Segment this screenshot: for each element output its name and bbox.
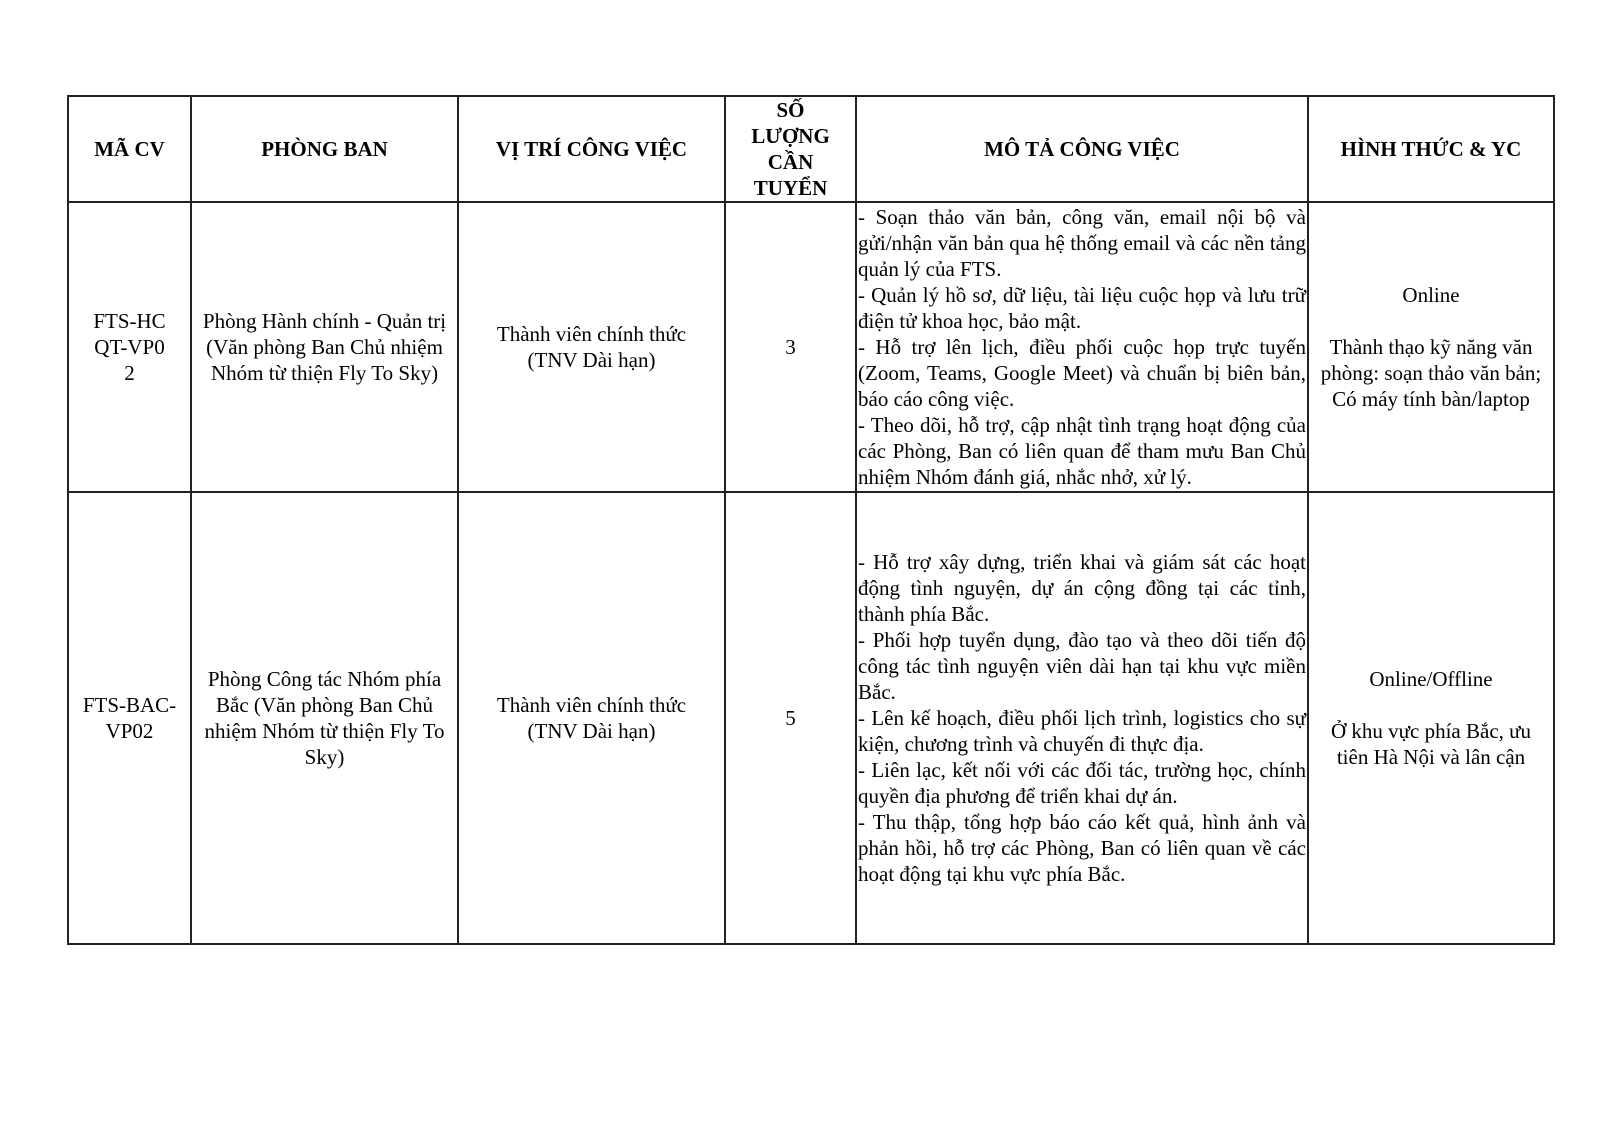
description-item: - Liên lạc, kết nối với các đối tác, trường học, chính quyền địa phương để triển khai dự án. <box>858 758 1306 808</box>
header-department: PHÒNG BAN <box>191 96 458 202</box>
description-item: - Hỗ trợ xây dựng, triển khai và giám sát các hoạt động tình nguyện, dự án cộng đồng tại các tỉnh, thành phía Bắc. <box>858 550 1306 626</box>
job-format: Online <box>1402 283 1460 307</box>
header-quantity: SỐ LƯỢNG CẦN TUYỂN <box>725 96 856 202</box>
job-position: Thành viên chính thức (TNV Dài hạn) <box>458 492 725 944</box>
job-position: Thành viên chính thức (TNV Dài hạn) <box>458 202 725 492</box>
description-item: - Hỗ trợ lên lịch, điều phối cuộc họp trực tuyến (Zoom, Teams, Google Meet) và chuẩn bị biên bản, báo cáo công việc. <box>858 335 1306 411</box>
description-item: - Thu thập, tổng hợp báo cáo kết quả, hình ảnh và phản hồi, hỗ trợ các Phòng, Ban có liên quan về các hoạt động tại khu vực phía Bắc. <box>858 810 1306 886</box>
table-row <box>68 202 1554 492</box>
description-item: - Theo dõi, hỗ trợ, cập nhật tình trạng hoạt động của các Phòng, Ban có liên quan để tham mưu Ban Chủ nhiệm Nhóm đánh giá, nhắc nhở, xử lý. <box>858 413 1306 489</box>
job-quantity: 3 <box>725 202 856 492</box>
spacer <box>1319 692 1543 718</box>
job-department: Phòng Hành chính - Quản trị (Văn phòng Ban Chủ nhiệm Nhóm từ thiện Fly To Sky) <box>191 202 458 492</box>
header-code: MÃ CV <box>68 96 191 202</box>
job-requirement: Thành thạo kỹ năng văn phòng: soạn thảo văn bản; Có máy tính bàn/laptop <box>1320 335 1542 411</box>
job-description <box>856 492 1308 944</box>
job-requirement: Ở khu vực phía Bắc, ưu tiên Hà Nội và lân cận <box>1330 719 1532 769</box>
header-format-requirements: HÌNH THỨC & YC <box>1308 96 1554 202</box>
job-code: FTS-HCQT-VP02 <box>68 202 191 492</box>
spacer <box>1311 308 1551 334</box>
job-quantity: 5 <box>725 492 856 944</box>
header-position: VỊ TRÍ CÔNG VIỆC <box>458 96 725 202</box>
description-item: - Quản lý hồ sơ, dữ liệu, tài liệu cuộc họp và lưu trữ điện tử khoa học, bảo mật. <box>858 283 1306 333</box>
job-format-requirements <box>1308 492 1554 944</box>
job-department: Phòng Công tác Nhóm phía Bắc (Văn phòng Ban Chủ nhiệm Nhóm từ thiện Fly To Sky) <box>191 492 458 944</box>
job-description <box>856 202 1308 492</box>
description-item: - Lên kế hoạch, điều phối lịch trình, logistics cho sự kiện, chương trình và chuyến đi thực địa. <box>858 706 1306 756</box>
header-description: MÔ TẢ CÔNG VIỆC <box>856 96 1308 202</box>
recruitment-table <box>67 95 1555 945</box>
job-format-requirements <box>1308 202 1554 492</box>
table-row <box>68 492 1554 944</box>
description-item: - Phối hợp tuyển dụng, đào tạo và theo dõi tiến độ công tác tình nguyện viên dài hạn tại khu vực miền Bắc. <box>858 628 1306 704</box>
header-row <box>68 96 1554 202</box>
job-format: Online/Offline <box>1369 667 1493 691</box>
job-code: FTS-BAC-VP02 <box>68 492 191 944</box>
description-item: - Soạn thảo văn bản, công văn, email nội bộ và gửi/nhận văn bản qua hệ thống email và các nền tảng quản lý của FTS. <box>858 205 1306 281</box>
